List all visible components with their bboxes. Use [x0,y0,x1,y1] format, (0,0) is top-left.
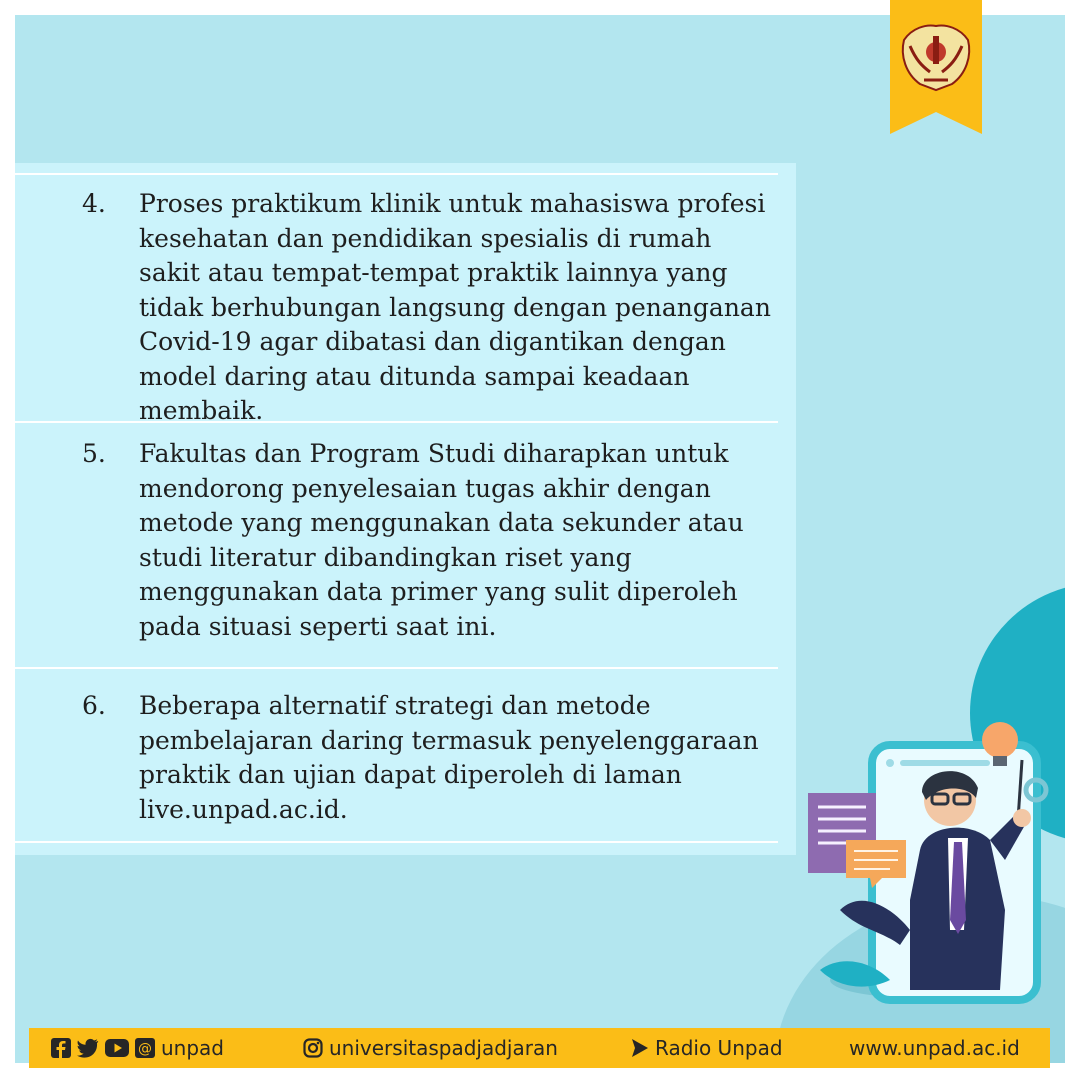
divider [15,667,778,669]
instagram-icon[interactable] [303,1038,323,1058]
footer-social [51,1028,224,1068]
facebook-icon[interactable] [51,1038,71,1058]
footer-radio [629,1028,783,1068]
instagram-handle[interactable]: universitaspadjadjaran [329,1036,558,1060]
divider [15,841,778,843]
item-number: 5. [82,439,106,468]
social-handle[interactable]: unpad [161,1036,224,1060]
svg-text:@: @ [138,1041,152,1057]
businessman-illustration [800,690,1070,1020]
item-text: Fakultas dan Program Studi diharapkan untuk mendorong penyelesaian tugas akhir dengan metode yang menggunakan data sekunder atau studi literatur dibandingkan riset yang menggunakan data primer yang sulit diperoleh pada situasi seperti saat ini. [139,439,744,641]
item-number: 4. [82,189,106,218]
footer-instagram [303,1028,558,1068]
youtube-icon[interactable] [105,1039,129,1057]
website-link[interactable]: www.unpad.ac.id [849,1036,1020,1060]
university-seal-icon [890,0,982,134]
divider [15,173,778,175]
item-number: 6. [82,691,106,720]
twitter-icon[interactable] [77,1038,99,1058]
at-icon [135,1038,155,1058]
play-icon[interactable] [629,1038,649,1058]
radio-label[interactable]: Radio Unpad [655,1036,783,1060]
item-text: Proses praktikum klinik untuk mahasiswa profesi kesehatan dan pendidikan spesialis di rumah sakit atau tempat-tempat praktik lainnya yang tidak berhubungan langsung dengan penanganan Covid-19 agar dibatasi dan digantikan dengan model daring atau ditunda sampai keadaan membaik. [139,189,771,425]
item-text: Beberapa alternatif strategi dan metode pembelajaran daring termasuk penyelenggaraan praktik dan ujian dapat diperoleh di laman live.unpad.ac.id. [139,691,759,824]
footer-website [849,1028,1020,1068]
footer-bar [29,1028,1050,1068]
